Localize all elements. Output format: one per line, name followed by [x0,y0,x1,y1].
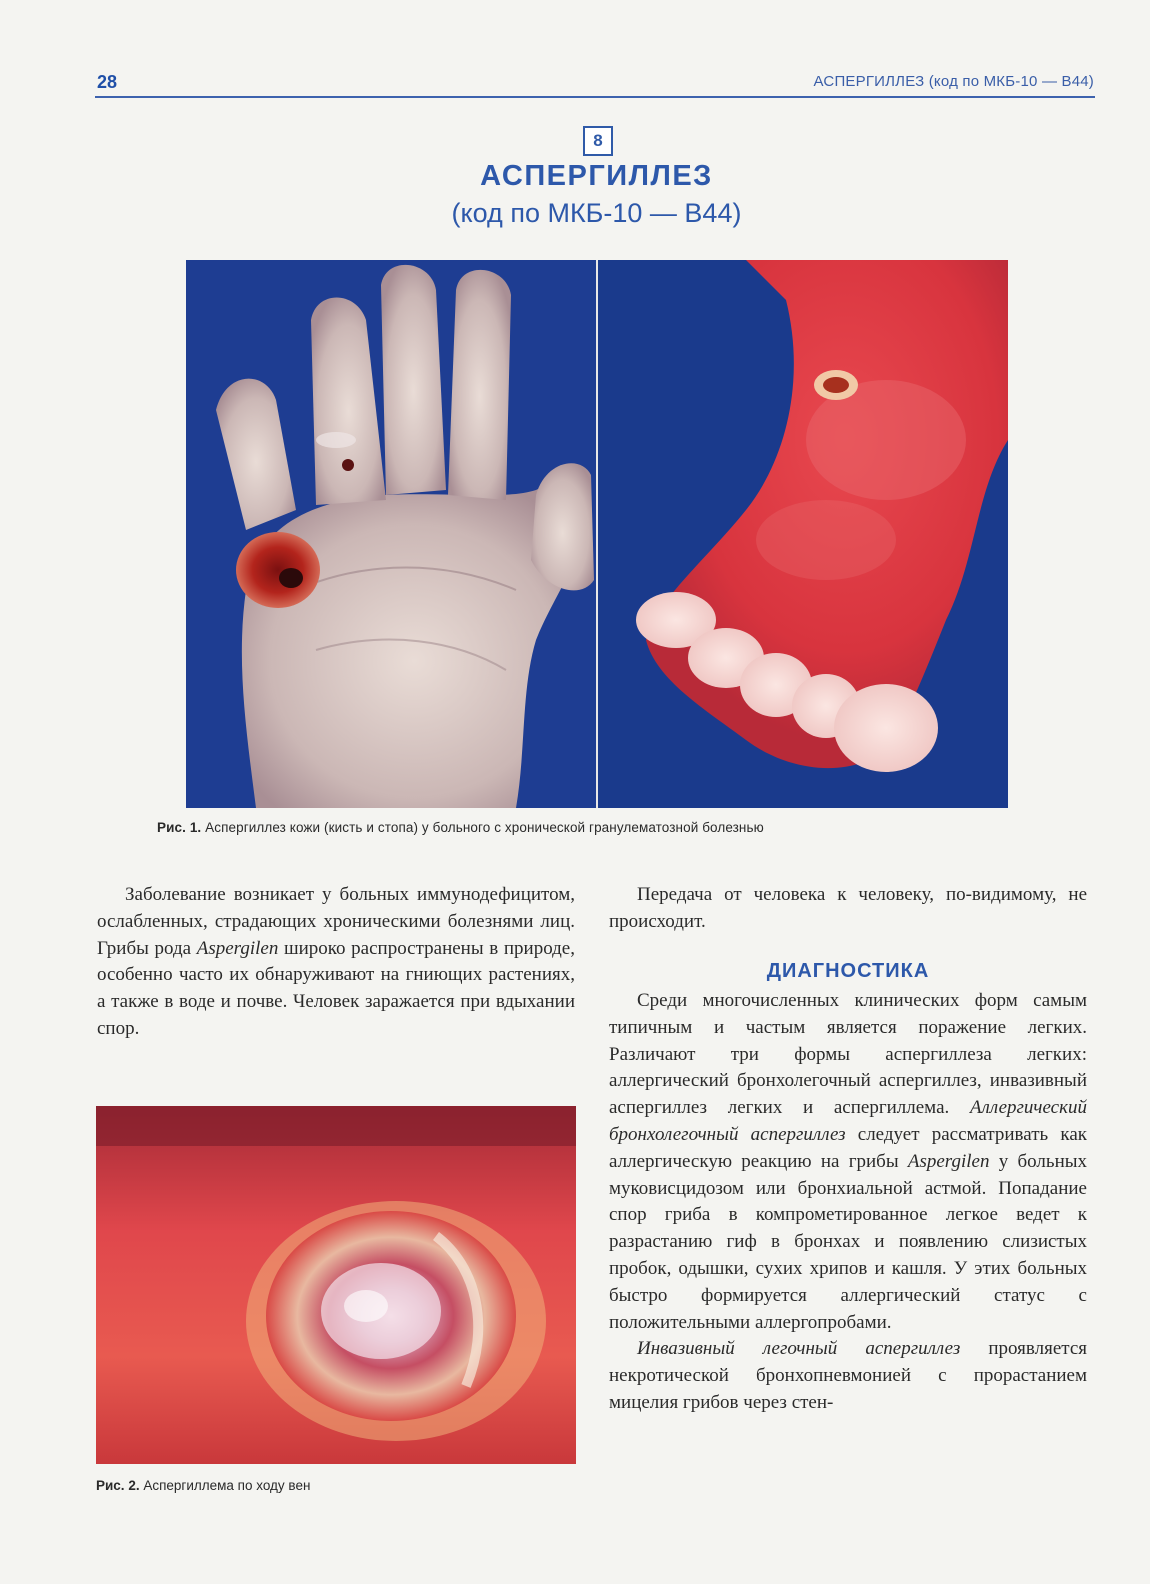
text-run: широко распространены в природе, особенно часто их обнаруживают на гниющих растениях, а также в воде и почве. Человек заражается при вдыхании спор. [97,937,575,1039]
figure-2-label: Рис. 2. [96,1478,140,1493]
paragraph: Передача от человека к человеку, по-видимому, не происходит. [609,884,1087,932]
figure-2-photo [96,1106,576,1464]
right-column-top-text [609,882,1087,936]
figure-1-illustration [186,260,1008,808]
italic-term: Aspergilen [196,937,279,959]
italic-term: Аллергический бронхолегочный аспергиллез [609,1097,1087,1145]
figure-2-caption-text: Аспергиллема по ходу вен [139,1478,311,1493]
running-head: АСПЕРГИЛЛЕЗ (код по МКБ-10 — В44) [813,73,1094,90]
page-number: 28 [97,72,118,92]
paragraph [97,882,575,1043]
section-heading-diagnostics: ДИАГНОСТИКА [766,960,930,982]
figure-1-photo [186,260,1008,808]
figure-1-label: Рис. 1. [157,820,202,835]
figure-1-caption [157,820,1037,835]
text-run: Заболевание возникает у больных иммунодефицитом, ослабленных, страдающих хроническими болезнями лиц. Грибы рода [97,884,575,959]
left-column-text [97,882,575,1043]
header-rule [95,96,1095,98]
paragraph [609,988,1087,1336]
text-run: Среди многочисленных клинических форм самым типичным и частым является поражение легких. Различают три формы аспергиллеза легких: аллергический бронхолегочный аспергиллез, инвазивный аспергиллез легких и аспергиллема. [609,990,1087,1119]
chapter-subtitle: (код по МКБ-10 — В44) [451,198,742,228]
right-column-text [609,988,1087,1417]
figure-2-illustration [96,1106,576,1464]
italic-term: Aspergilen [907,1150,990,1172]
text-run: у больных муковисцидозом или бронхиальной астмой. Попадание спор гриба в компрометированное легкое ведет к разрастанию гиф в бронхах и появлению слизистых пробок, одышки, сухих хрипов и кашля. У этих больных быстро формируется аллергический статус с положительными аллергопробами. [609,1150,1087,1333]
paragraph [609,1336,1087,1416]
text-run: проявляется некротической бронхопневмонией с прорастанием мицелия грибов через стен- [609,1338,1087,1413]
figure-1-caption-text: Аспергиллез кожи (кисть и стопа) у больного с хронической гранулематозной болезнью [201,820,764,835]
figure-2-caption [96,1478,310,1493]
chapter-number-box: 8 [583,126,613,156]
chapter-title: АСПЕРГИЛЛЕЗ [480,160,713,192]
italic-term: Инвазивный легочный аспергиллез [637,1338,961,1360]
text-run: следует рассматривать как аллергическую реакцию на грибы [609,1123,1087,1172]
